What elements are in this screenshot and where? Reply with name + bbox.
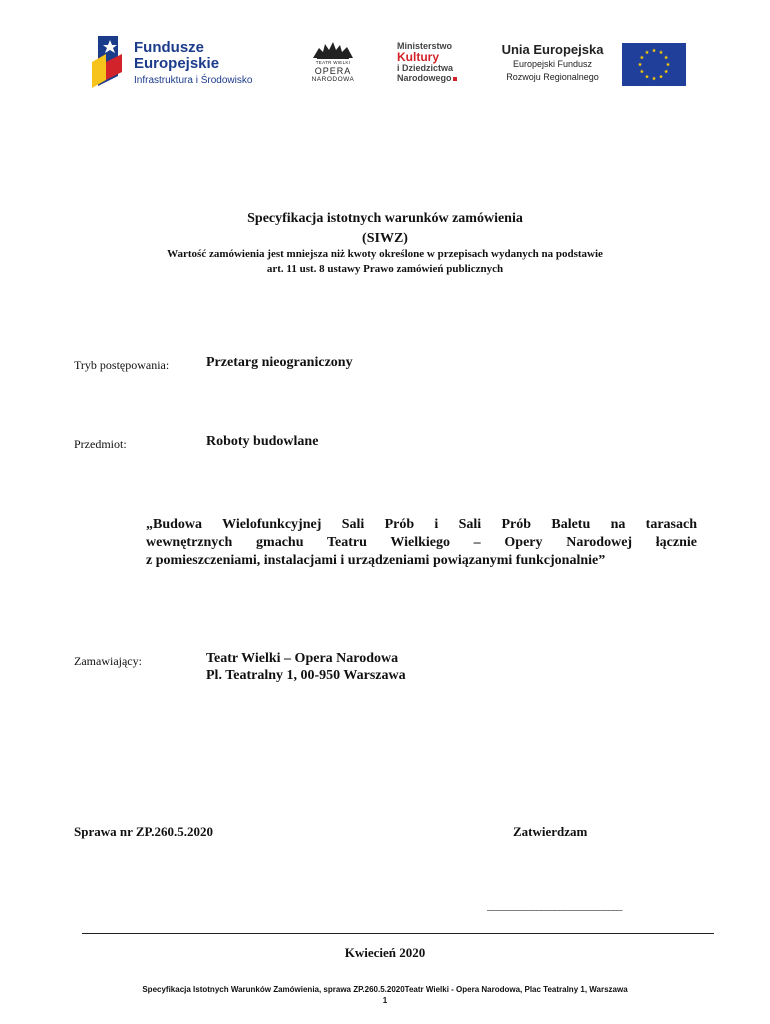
tryb-label: Tryb postępowania: (74, 358, 170, 372)
sprawa-number: Sprawa nr ZP.260.5.2020 (74, 824, 214, 839)
mk-line4: Narodowego (397, 73, 452, 83)
document-date: Kwiecień 2020 (344, 945, 426, 960)
eu-star-icon (664, 55, 668, 59)
ue-title: Unia Europejska (501, 42, 604, 57)
ue-line2: Rozwoju Regionalnego (506, 72, 599, 82)
unia-europejska-logo (490, 42, 615, 90)
opera-line3: NARODOWA (311, 76, 355, 83)
eu-star-icon (645, 74, 649, 78)
fe-title-line1: Fundusze (134, 39, 204, 56)
eu-star-icon (645, 50, 649, 54)
document-acronym: (SIWZ) (362, 231, 408, 246)
fe-subtitle: Infrastruktura i Środowisko (134, 75, 253, 86)
eu-flag-icon (622, 43, 686, 86)
footer-divider (82, 933, 714, 934)
mk-line4-wrapper (397, 73, 477, 83)
eu-star-icon (638, 62, 642, 66)
mk-line2: Kultury (397, 50, 439, 64)
description-line2: wewnętrznych gmachu Teatru Wielkiego – Opery Narodowej łącznie (146, 535, 697, 550)
zatwierdzam-label: Zatwierdzam (513, 824, 588, 839)
value-note-line1: Wartość zamówienia jest mniejsza niż kwoty określone w przepisach wydanych na podstawie (167, 248, 603, 260)
eu-star-icon (659, 74, 663, 78)
footer-text: Specyfikacja Istotnych Warunków Zamówienia, sprawa ZP.260.5.2020Teatr Wielki - Opera Narodowa, Plac Teatralny 1, Warszawa (142, 985, 628, 994)
description-line1: „Budowa Wielofunkcyjnej Sali Prób i Sali Prób Baletu na tarasach (146, 517, 697, 532)
ministerstwo-kultury-logo (397, 41, 477, 89)
description-line3: z pomieszczeniami, instalacjami i urządzeniami powiązanymi funkcjonalnie” (146, 553, 606, 568)
zamawiajacy-name: Teatr Wielki – Opera Narodowa (206, 651, 399, 666)
ue-line1: Europejski Fundusz (512, 59, 593, 69)
opera-line1: TEATR WIELKI (315, 60, 351, 65)
eu-star-icon (652, 48, 656, 52)
mk-dot-icon (453, 77, 457, 81)
tryb-value: Przetarg nieograniczony (206, 355, 353, 370)
eu-star-icon (666, 62, 670, 66)
fundusze-europejskie-emblem-icon (88, 32, 130, 92)
opera-chariot-icon (311, 38, 355, 60)
eu-star-icon (640, 69, 644, 73)
value-note-line2: art. 11 ust. 8 ustawy Prawo zamówień publicznych (266, 263, 504, 275)
eu-star-icon (664, 69, 668, 73)
fundusze-europejskie-logo (84, 26, 274, 96)
eu-star-icon (652, 76, 656, 80)
eu-star-icon (640, 55, 644, 59)
przedmiot-description (146, 516, 697, 570)
zamawiajacy-address: Pl. Teatralny 1, 00-950 Warszawa (206, 668, 406, 683)
document-title: Specyfikacja istotnych warunków zamówienia (247, 211, 523, 226)
signature-line: ______________________________ (487, 901, 622, 912)
zamawiajacy-label: Zamawiający: (74, 654, 142, 668)
przedmiot-value: Roboty budowlane (206, 434, 319, 449)
przedmiot-label: Przedmiot: (74, 437, 127, 451)
mk-line3: i Dziedzictwa (397, 63, 454, 73)
mk-line1: Ministerstwo (397, 41, 453, 51)
page-number: 1 (382, 996, 388, 1005)
fe-title-line2: Europejskie (134, 55, 220, 72)
opera-narodowa-logo (300, 38, 366, 90)
opera-line2: OPERA (314, 66, 352, 76)
eu-star-icon (659, 50, 663, 54)
